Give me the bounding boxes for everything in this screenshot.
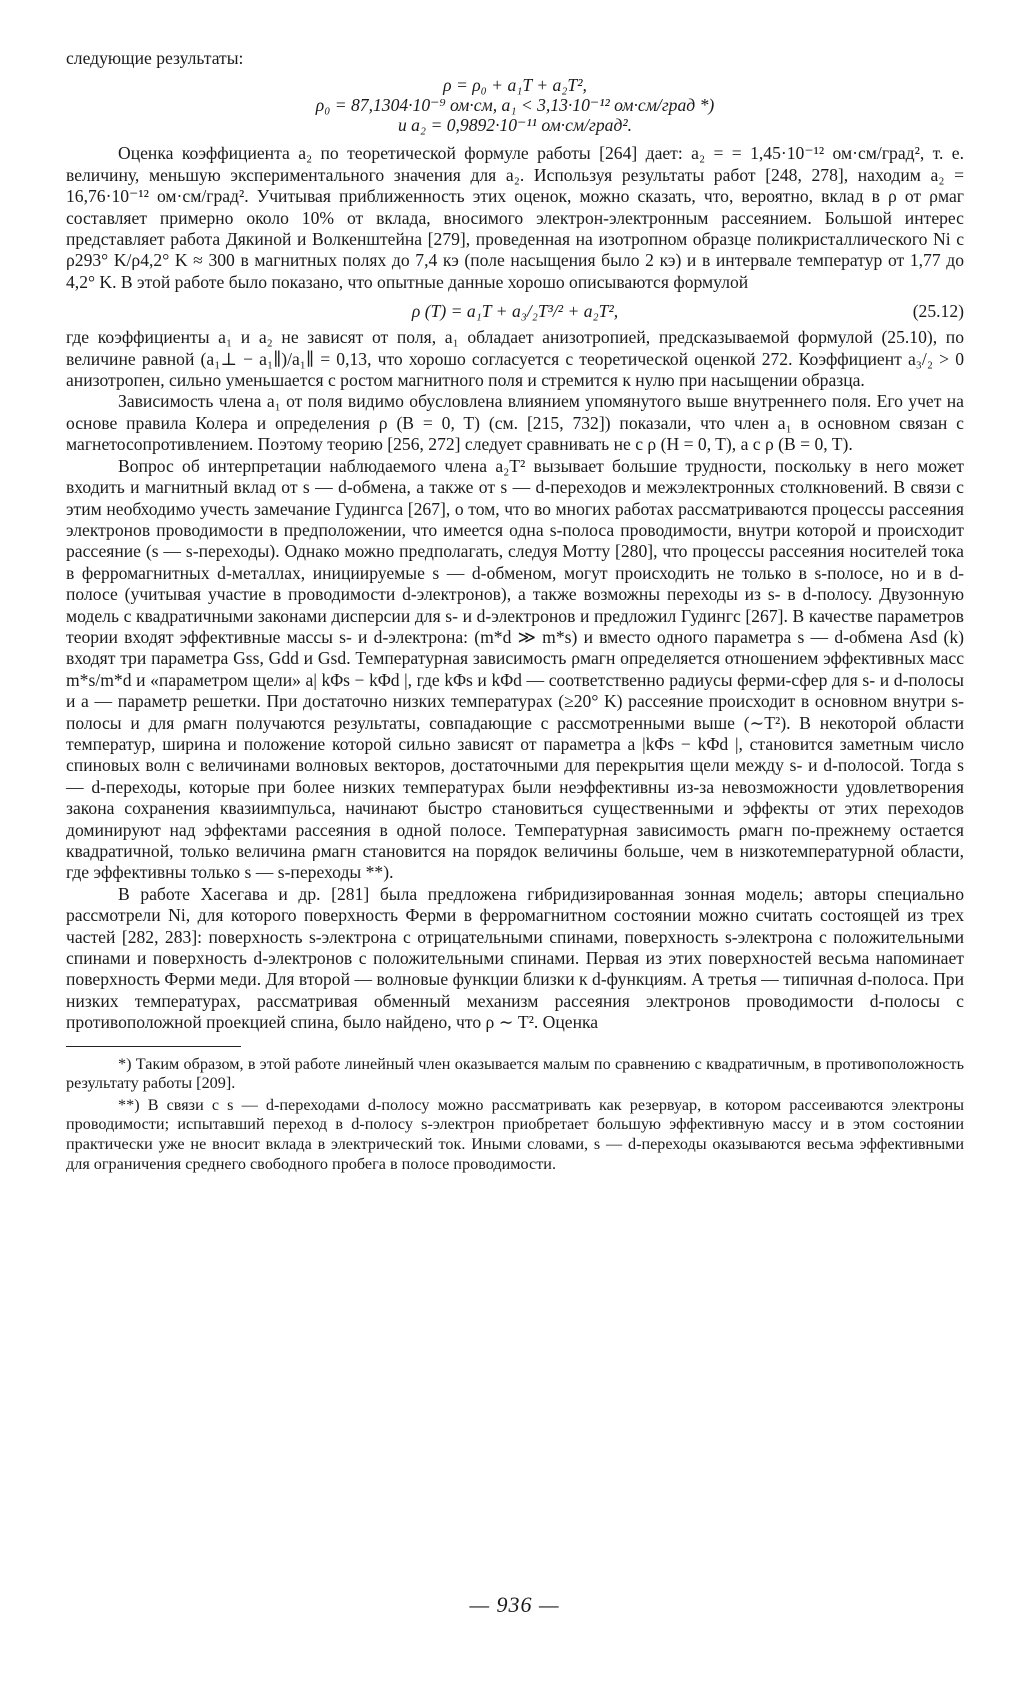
intro-line: следующие результаты: <box>66 48 244 68</box>
paragraph-2: где коэффициенты a₁ и a₂ не зависят от поля, a₁ обладает анизотропией, предсказываемой формулой (25.10), по величине равной (a₁⊥ − a₁∥)/a₁∥ = 0,13, что хорошо согласуется с теоретической оценкой 272. Коэффициент a₃/₂ > 0 анизотропен, сильно уменьшается с ростом магнитного поля и стремится к нулю при насыщении образца. <box>66 327 964 391</box>
formula-rho0: ρ₀ = 87,1304·10⁻⁹ ом·см, a₁ < 3,13·10⁻¹² ом·см/град *) <box>315 95 715 116</box>
formula-rho: ρ = ρ₀ + a₁T + a₂T², <box>443 75 587 96</box>
footnote-1: *) Таким образом, в этой работе линейный член оказывается малым по сравнению с квадратичным, в противоположность результату работы [209]. <box>66 1054 964 1093</box>
formula-a2: и a₂ = 0,9892·10⁻¹¹ ом·см/град². <box>397 115 633 136</box>
paragraph-5: В работе Хасегава и др. [281] была предложена гибридизированная зонная модель; авторы специально рассмотрели Ni, для которого поверхность Ферми в ферромагнитном состоянии можно считать состоящей из трех частей [282, 283]: поверхность s-электрона с отрицательными спинами, поверхность s-электрона с положительными спинами и поверхность d-электронов с положительными спинами. Первая из этих поверхностей весьма напоминает поверхность Ферми меди. Для второй — волновые функции близки к d-функциям. А третья — типичная d-полоса. При низких температурах, рассматривая обменный механизм рассеяния электронов проводимости d-полосы с противоположной проекцией спина, было найдено, что ρ ∼ T². Оценка <box>66 883 964 1033</box>
equation-number: (25.12) <box>912 301 964 322</box>
page-number: — 936 — <box>469 1592 560 1617</box>
page-body <box>66 48 964 1176</box>
footnote-divider <box>66 1046 241 1047</box>
paragraph-3: Зависимость члена a₁ от поля видимо обусловлена влиянием упомянутого выше внутреннего поля. Его учет на основе правила Колера и определения ρ (B = 0, T) (см. [215, 732]) показали, что член a₁ в основном связан с магнетосопротивлением. Поэтому теорию [256, 272] следует сравнивать не с ρ (H = 0, T), а с ρ (B = 0, T). <box>66 391 964 455</box>
equation-body: ρ (T) = a₁T + a₃/₂T³/² + a₂T², <box>411 301 619 322</box>
equation-25-12 <box>66 301 964 321</box>
paragraph-1: Оценка коэффициента a₂ по теоретической формуле работы [264] дает: a₂ = = 1,45·10⁻¹² ом·см/град², т. е. величину, меньшую экспериментального значения для a₂. Используя результаты работ [248, 278], находим a₂ = 16,76·10⁻¹² ом·см/град². Учитывая приближенность этих оценок, можно сказать, что, вероятно, вклад в ρ от ρмаг составляет примерно около 10% от вклада, вносимого электрон-электронным рассеянием. Большой интерес представляет работа Дякиной и Волкенштейна [279], проведенная на изотропном образце поликристаллического Ni с ρ293° K/ρ4,2° K ≈ 300 в магнитных полях до 7,4 кэ (поле насыщения было 2 кэ) и в интервале температур от 1,77 до 4,2° K. В этой работе было показано, что опытные данные хорошо описываются формулой <box>66 143 964 292</box>
paragraph-4: Вопрос об интерпретации наблюдаемого члена a₂T² вызывает большие трудности, поскольку в него может входить и магнитный вклад от s — d-обмена, а также от s — d-переходов и межэлектронных столкновений. В связи с этим необходимо учесть замечание Гудингса [267], о том, что во многих работах рассматриваются процессы рассеяния электронов проводимости в предположении, что имеется одна s-полоса проводимости, внутри которой и происходит рассеяние (s — s-переходы). Однако можно предполагать, следуя Мотту [280], что процессы рассеяния носителей тока в ферромагнитных d-металлах, инициируемые s — d-обменом, могут происходить не только в s-полосе, но и в d-полосе (учитывая участие в проводимости d-электронов), а также возможны переходы из s- в d-полосу. Двузонную модель с квадратичными законами дисперсии для s- и d-электронов и предложил Гудингс [267]. В качестве параметров теории входят эффективные массы s- и d-электрона: (m*d ≫ m*s) и вместо одного параметра s — d-обмена Asd (k) входят три параметра Gss, Gdd и Gsd. Температурная зависимость ρмагн определяется отношением эффективных масс m*s/m*d и «параметром щели» a| kΦs − kΦd |, где kΦs и kΦd — соответственно радиусы ферми-сфер для s- и d-полосы и a — параметр решетки. При достаточно низких температурах (≥20° K) рассеяние происходит в основном внутри s-полосы и для ρмагн получаются результаты, совпадающие с рассмотренными выше (∼T²). В некоторой области температур, ширина и положение которой сильно зависят от параметра a |kΦs − kΦd |, становится заметным число спиновых волн с величинами волновых векторов, достаточными для перекрытия щели между s- и d-полосой. Тогда s — d-переходы, которые при более низких температурах были неэффективны из-за невозможности удовлетворения закона сохранения квазиимпульса, начинают быстро становиться существенными и эффекты от этих переходов доминируют над эффектами рассеяния в одной полосе. Температурная зависимость ρмагн по-прежнему остается квадратичной, только величина ρмагн становится на порядок величины больше, чем в низкотемпературной области, где эффективны только s — s-переходы **). <box>66 455 964 883</box>
footnote-2: **) В связи с s — d-переходами d-полосу можно рассматривать как резервуар, в котором рассеиваются электроны проводимости; испытавший переход в d-полосу s-электрон приобретает большую эффективную массу и в этом состоянии практически уже не вносит вклада в электрический ток. Иными словами, s — d-переходы оказываются весьма эффективными для ограничения среднего свободного пробега в полосе проводимости. <box>66 1095 964 1173</box>
